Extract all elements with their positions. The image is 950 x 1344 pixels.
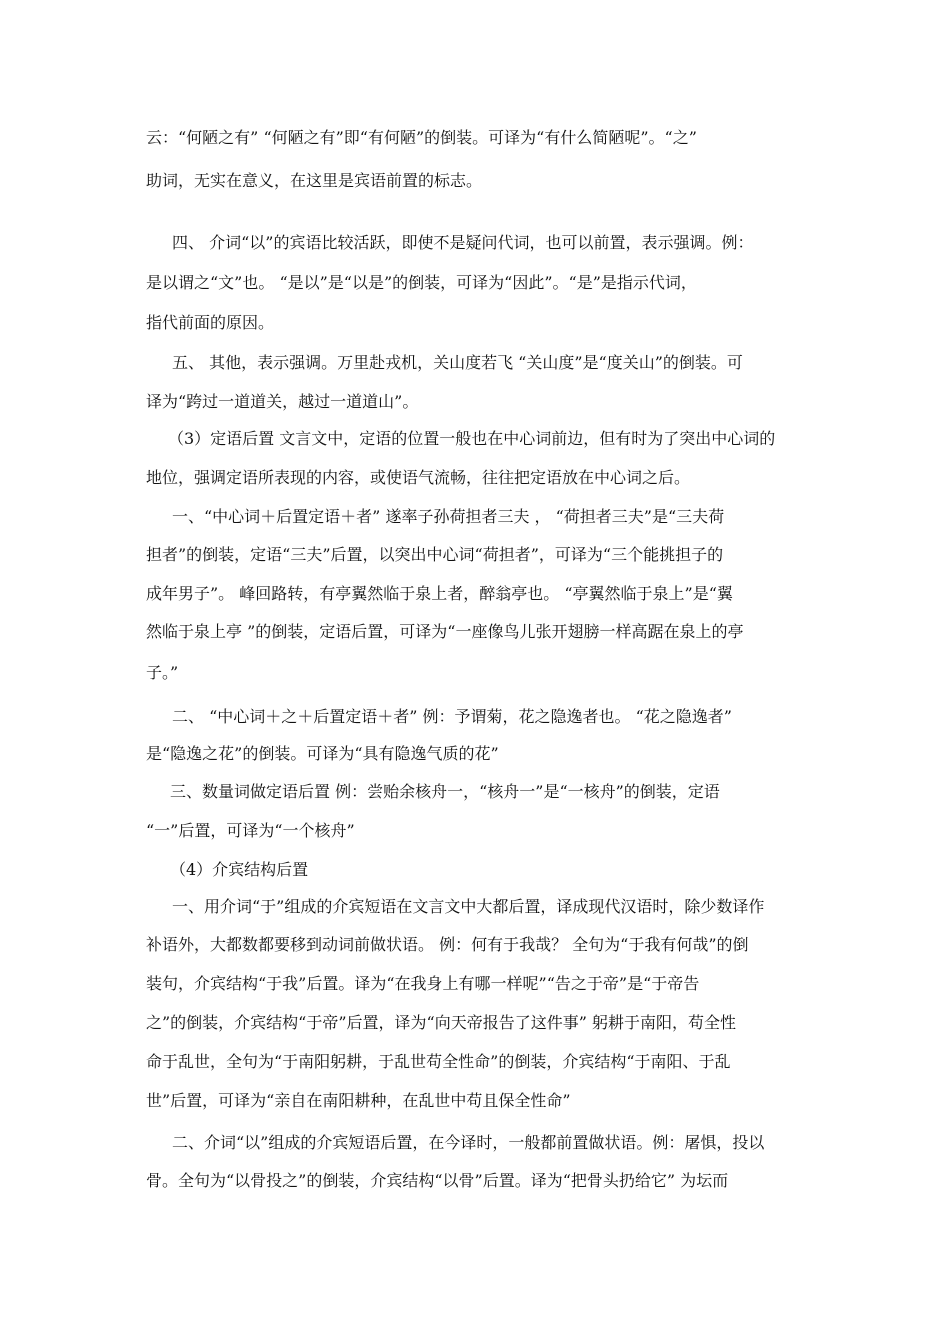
text-line: 一、用介词“于”组成的介宾短语在文言文中大都后置，译成现代汉语时，除少数译作 <box>172 897 765 916</box>
text-line: （3）定语后置 文言文中，定语的位置一般也在中心词前边，但有时为了突出中心词的 <box>168 429 776 448</box>
text-line: 补语外，大都数都要移到动词前做状语。 例：何有于我哉？ 全句为“于我有何哉”的倒 <box>146 935 749 954</box>
text-line: 二、 “中心词＋之＋后置定语＋者” 例：予谓菊，花之隐逸者也。 “花之隐逸者” <box>172 707 732 726</box>
text-line: 装句，介宾结构“于我”后置。译为“在我身上有哪一样呢”“告之于帝”是“于帝告 <box>146 974 700 993</box>
text-line: 译为“跨过一道道关，越过一道道山”。 <box>146 392 419 411</box>
text-line: 五、 其他，表示强调。万里赴戎机，关山度若飞 “关山度”是“度关山”的倒装。可 <box>172 353 743 372</box>
text-line: 担者”的倒装，定语“三夫”后置，以突出中心词“荷担者”，可译为“三个能挑担子的 <box>146 545 724 564</box>
text-line: 是“隐逸之花”的倒装。可译为“具有隐逸气质的花” <box>146 744 499 763</box>
text-line: 子。” <box>146 663 179 682</box>
text-line: 命于乱世，全句为“于南阳躬耕，于乱世苟全性命”的倒装，介宾结构“于南阳、于乱 <box>146 1052 731 1071</box>
text-line: 世”后置，可译为“亲自在南阳耕种，在乱世中苟且保全性命” <box>146 1091 571 1110</box>
text-line: 云：“何陋之有” “何陋之有”即“有何陋”的倒装。可译为“有什么简陋呢”。“之” <box>146 128 697 147</box>
text-line: 四、 介词“以”的宾语比较活跃，即使不是疑问代词，也可以前置，表示强调。例： <box>172 233 754 252</box>
text-line: “一”后置，可译为“一个核舟” <box>146 821 355 840</box>
text-line: 一、“中心词＋后置定语＋者” 遂率子孙荷担者三夫 ， “荷担者三夫”是“三夫荷 <box>172 507 725 526</box>
text-line: 骨。全句为“以骨投之”的倒装，介宾结构“以骨”后置。译为“把骨头扔给它” 为坛而 <box>146 1171 729 1190</box>
text-line: 成年男子”。 峰回路转，有亭翼然临于泉上者，醉翁亭也。 “亭翼然临于泉上”是“翼 <box>146 584 733 603</box>
text-line: 然临于泉上亭 ”的倒装，定语后置，可译为“一座像鸟儿张开翅膀一样高踞在泉上的亭 <box>146 622 744 641</box>
text-line: 是以谓之“文”也。 “是以”是“以是”的倒装，可译为“因此”。“是”是指示代词， <box>146 273 697 292</box>
text-line: 指代前面的原因。 <box>146 313 275 332</box>
text-line: 地位，强调定语所表现的内容，或使语气流畅，往往把定语放在中心词之后。 <box>146 468 691 487</box>
text-line: 二、介词“以”组成的介宾短语后置，在今译时，一般都前置做状语。例：屠惧，投以 <box>172 1133 765 1152</box>
text-line: 三、数量词做定语后置 例：尝贻余核舟一，“核舟一”是“一核舟”的倒装，定语 <box>170 782 720 801</box>
text-line: 助词，无实在意义，在这里是宾语前置的标志。 <box>146 171 483 190</box>
text-line: （4）介宾结构后置 <box>170 860 309 879</box>
text-line: 之”的倒装，介宾结构“于帝”后置，译为“向天帝报告了这件事” 躬耕于南阳，苟全性 <box>146 1013 736 1032</box>
